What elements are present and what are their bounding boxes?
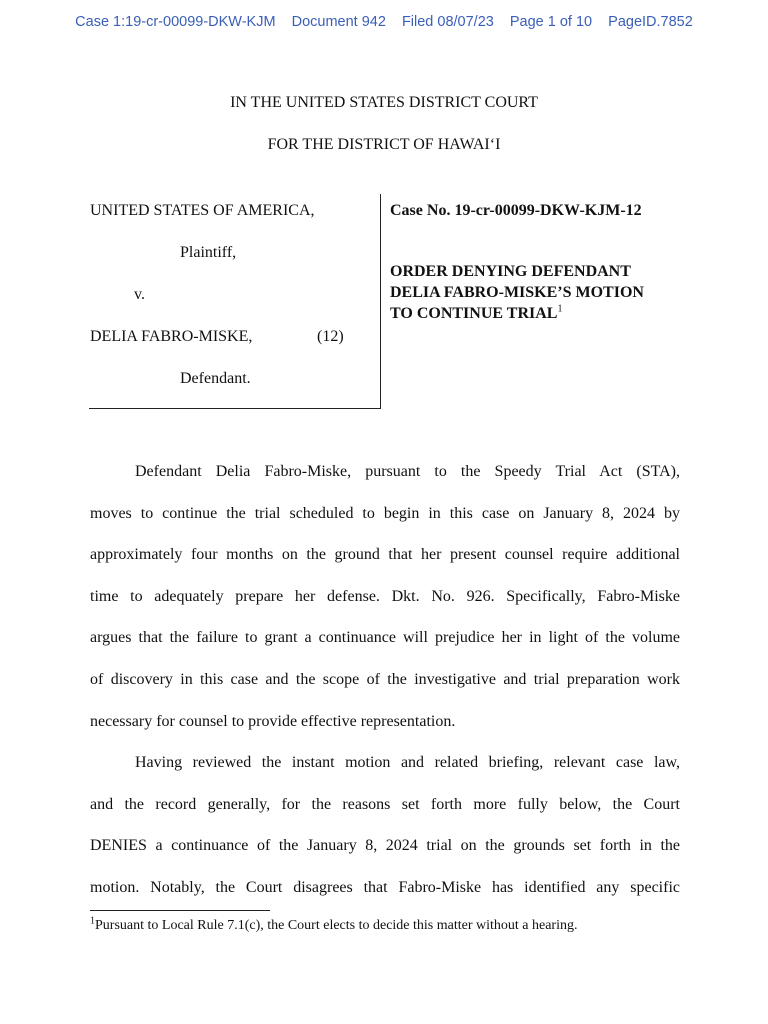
order-body [90,451,680,909]
order-title [390,261,710,324]
body-line: motion. Notably, the Court disagrees that Fabro-Miske has identified any specific [90,878,680,896]
body-line: and the record generally, for the reasons set forth more fully below, the Court [90,795,680,813]
ecf-page-count: Page 1 of 10 [509,14,593,30]
ecf-filing-header [0,14,768,30]
plaintiff-name: UNITED STATES OF AMERICA, [90,202,315,219]
defendant-name: DELIA FABRO-MISKE, [90,328,253,345]
court-district: FOR THE DISTRICT OF HAWAI‘I [267,136,501,153]
defendant-role: Defendant. [180,370,251,387]
order-title-line-3 [390,303,710,324]
versus-label: v. [134,286,145,303]
case-caption-title [390,202,710,324]
footnote-divider [90,910,270,911]
footnote-reference: 1 [557,303,563,315]
order-title-line-1: ORDER DENYING DEFENDANT [390,263,631,280]
ecf-filed-date: Filed 08/07/23 [401,14,494,30]
body-line: DENIES a continuance of the January 8, 2024 trial on the grounds set forth in the [90,837,680,855]
plaintiff-role: Plaintiff, [180,244,237,261]
body-line: approximately four months on the ground that her present counsel require additional [90,546,680,564]
court-name: IN THE UNITED STATES DISTRICT COURT [230,94,538,111]
order-title-line-2: DELIA FABRO-MISKE’S MOTION [390,284,644,301]
body-line: necessary for counsel to provide effective representation. [90,712,456,730]
ecf-case-number: Case 1:19-cr-00099-DKW-KJM [75,14,276,30]
body-line: moves to continue the trial scheduled to begin in this case on January 8, 2024 by [90,504,680,522]
body-line: of discovery in this case and the scope of the investigative and trial preparation work [90,670,680,688]
body-line: Defendant Delia Fabro-Miske, pursuant to the Speedy Trial Act (STA), [135,463,680,480]
footnote-text: Pursuant to Local Rule 7.1(c), the Court elects to decide this matter without a hearing. [95,918,578,933]
body-line: argues that the failure to grant a continuance will prejudice her in light of the volume [90,629,680,647]
body-line: Having reviewed the instant motion and related briefing, relevant case law, [135,754,680,772]
footnote-marker: 1 [90,915,95,927]
case-number: Case No. 19-cr-00099-DKW-KJM-12 [390,202,642,219]
order-title-line-3-text: TO CONTINUE TRIAL [390,305,558,322]
case-caption-parties [89,194,381,409]
ecf-page-id: PageID.7852 [608,14,693,30]
body-line: time to adequately prepare her defense. Dkt. No. 926. Specifically, Fabro-Miske [90,587,680,605]
footnote [90,915,578,934]
defendant-number: (12) [317,328,344,345]
ecf-document-number: Document 942 [291,14,386,30]
